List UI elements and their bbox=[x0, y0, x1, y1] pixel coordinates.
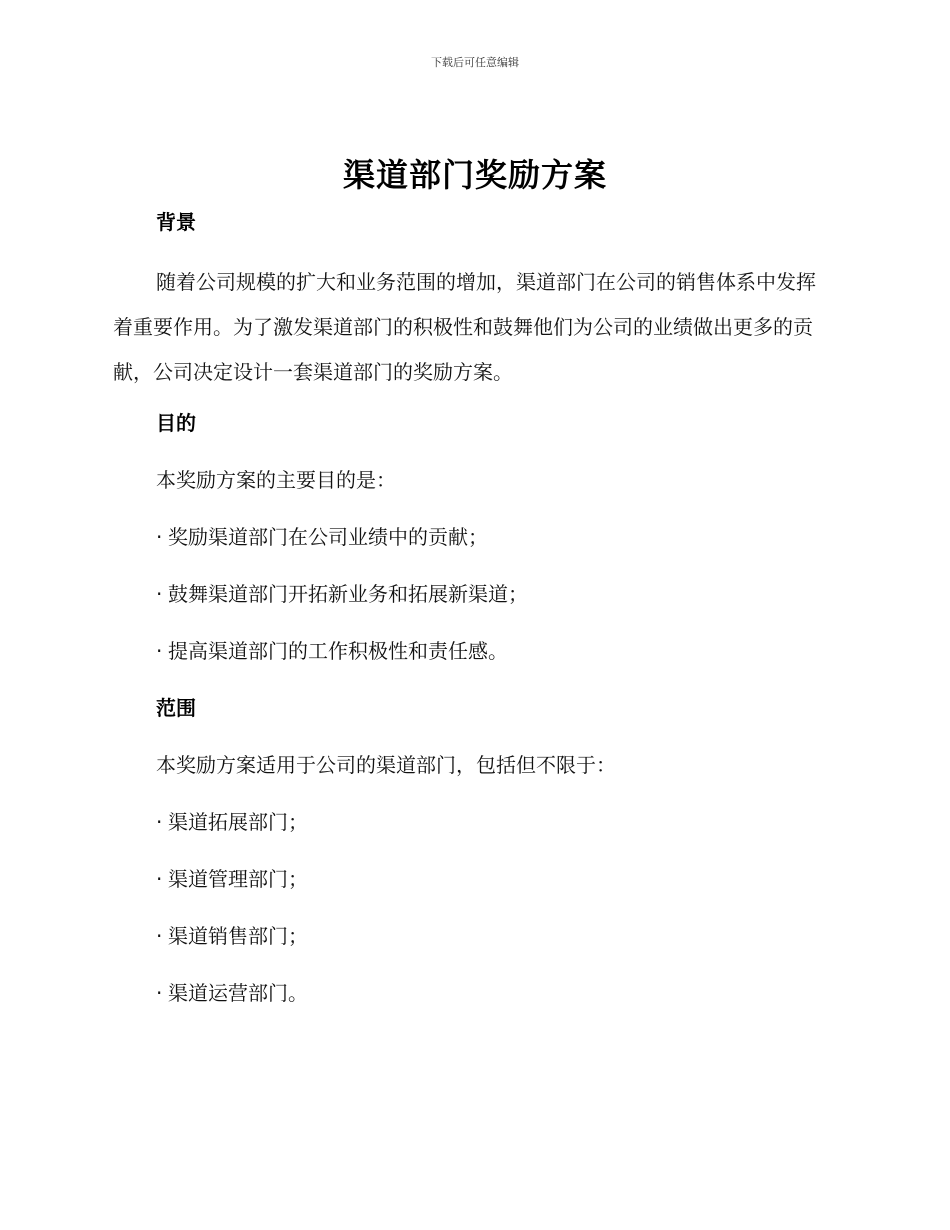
bullet-dot-icon: · bbox=[156, 981, 163, 1005]
bullet-dot-icon: · bbox=[156, 867, 163, 891]
purpose-bullet-item bbox=[156, 636, 833, 666]
scope-bullet-text: 渠道销售部门； bbox=[168, 924, 308, 948]
scope-intro: 本奖励方案适用于公司的渠道部门，包括但不限于： bbox=[156, 753, 616, 777]
scope-bullet-item bbox=[156, 921, 833, 951]
purpose-bullet-text: 奖励渠道部门在公司业绩中的贡献； bbox=[168, 525, 488, 549]
purpose-intro: 本奖励方案的主要目的是： bbox=[156, 468, 396, 492]
scope-bullet-item bbox=[156, 978, 833, 1008]
page-header-note: 下载后可任意编辑 bbox=[431, 56, 519, 69]
purpose-bullet-text: 提高渠道部门的工作积极性和责任感。 bbox=[168, 639, 508, 663]
document-body bbox=[113, 207, 833, 1008]
purpose-bullet-text: 鼓舞渠道部门开拓新业务和拓展新渠道； bbox=[168, 582, 528, 606]
scope-bullet-text: 渠道管理部门； bbox=[168, 867, 308, 891]
bullet-dot-icon: · bbox=[156, 924, 163, 948]
bullet-dot-icon: · bbox=[156, 639, 163, 663]
document-title: 渠道部门奖励方案 bbox=[342, 156, 607, 194]
section-heading-scope: 范围 bbox=[156, 696, 196, 720]
scope-bullet-item bbox=[156, 864, 833, 894]
purpose-bullet-item bbox=[156, 579, 833, 609]
background-paragraph: 随着公司规模的扩大和业务范围的增加，渠道部门在公司的销售体系中发挥着重要作用。为了激发渠道部门的积极性和鼓舞他们为公司的业绩做出更多的贡献，公司决定设计一套渠道部门的奖励方案。 bbox=[113, 270, 816, 384]
scope-bullet-text: 渠道拓展部门； bbox=[168, 810, 308, 834]
section-heading-background: 背景 bbox=[156, 210, 196, 234]
bullet-dot-icon: · bbox=[156, 810, 163, 834]
scope-bullet-item bbox=[156, 807, 833, 837]
section-heading-purpose: 目的 bbox=[156, 411, 196, 435]
bullet-dot-icon: · bbox=[156, 582, 163, 606]
purpose-bullet-item bbox=[156, 522, 833, 552]
scope-bullet-text: 渠道运营部门。 bbox=[168, 981, 308, 1005]
bullet-dot-icon: · bbox=[156, 525, 163, 549]
